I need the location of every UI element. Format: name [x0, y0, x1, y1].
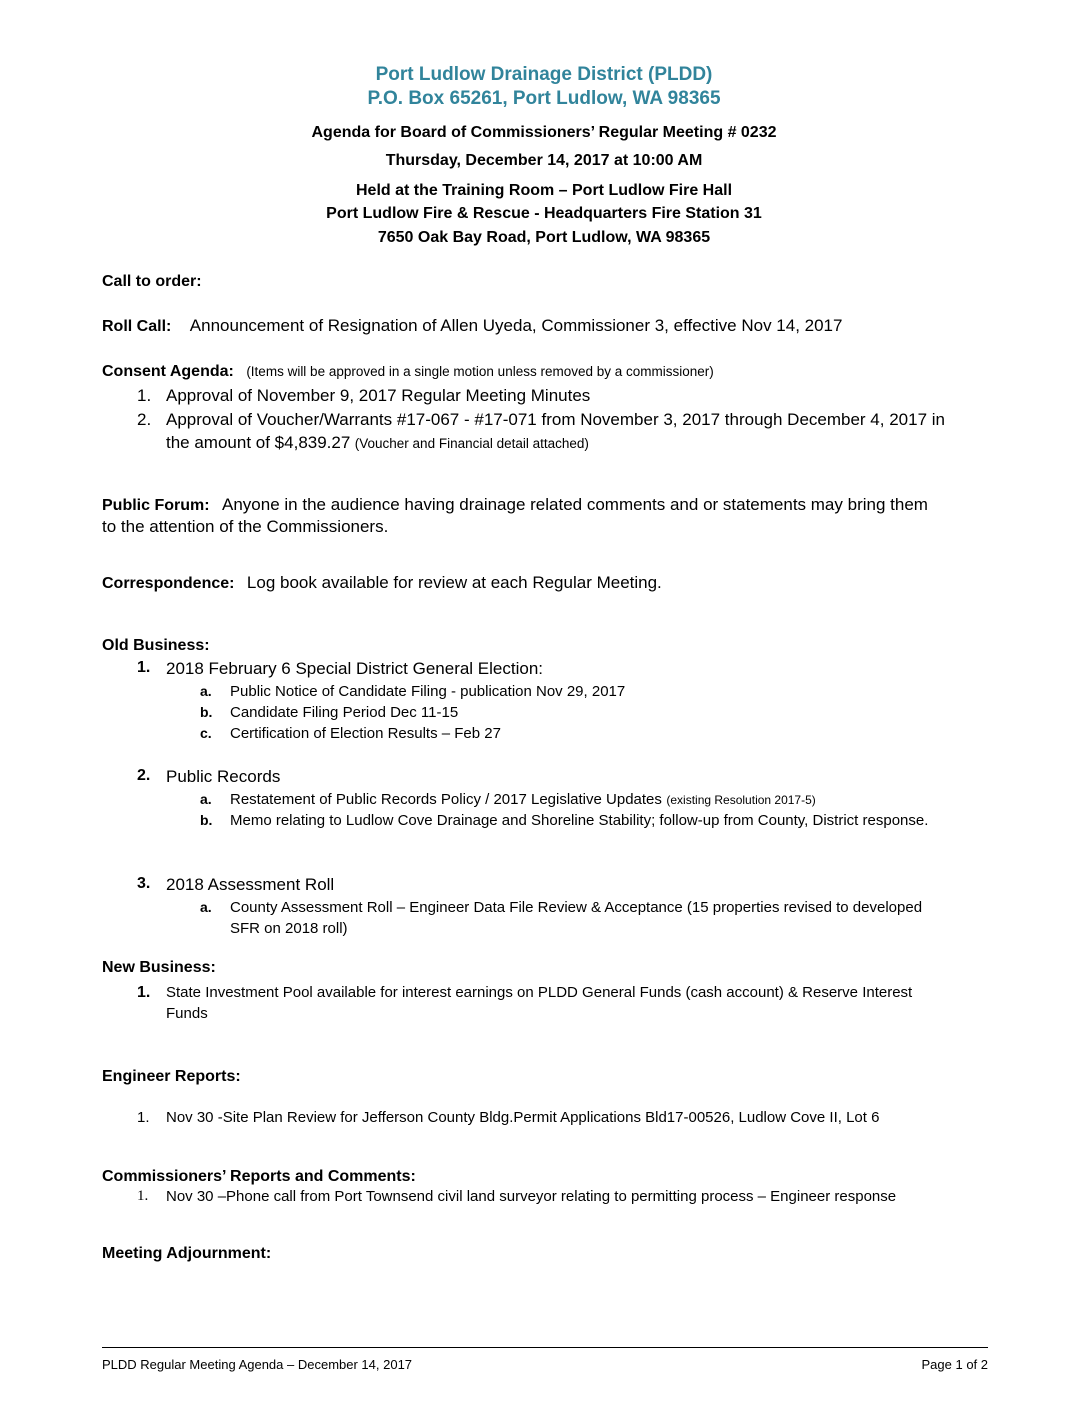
footer-divider: [102, 1347, 988, 1348]
consent-item-1: Approval of November 9, 2017 Regular Meeting Minutes: [166, 386, 591, 405]
sub-letter: b.: [200, 812, 213, 828]
consent-item-2-cont: [166, 433, 589, 453]
commissioners-reports-heading: Commissioners’ Reports and Comments:: [102, 1168, 416, 1185]
old-business-item-2: Public Records: [166, 767, 281, 786]
sub-letter: a.: [200, 791, 212, 807]
old-business-item-3a: County Assessment Roll – Engineer Data File Review & Acceptance (15 properties revised to developed: [230, 899, 923, 916]
new-business-heading: New Business:: [102, 959, 216, 976]
old-business-item-2a-note: (existing Resolution 2017-5): [666, 793, 816, 807]
list-number: 1.: [137, 386, 152, 405]
sub-letter: b.: [200, 704, 213, 720]
correspondence: [102, 573, 662, 593]
public-forum-text: Anyone in the audience having drainage related comments and or statements may bring them: [222, 495, 928, 514]
old-business-heading: Old Business:: [102, 637, 210, 654]
sub-letter: a.: [200, 683, 212, 699]
old-business-item-2b: Memo relating to Ludlow Cove Drainage and Shoreline Stability; follow-up from County, District response.: [230, 812, 929, 829]
list-number: 2.: [137, 767, 151, 784]
roll-call: [102, 316, 842, 336]
correspondence-label: Correspondence:: [102, 575, 235, 592]
public-forum-text-2: to the attention of the Commissioners.: [102, 517, 389, 536]
consent-item-2: Approval of Voucher/Warrants #17-067 - #17-071 from November 3, 2017 through December 4, 2017 in: [166, 410, 945, 429]
new-business-item-1: State Investment Pool available for interest earnings on PLDD General Funds (cash account) & Reserve Interest: [166, 984, 913, 1001]
meeting-location-3: 7650 Oak Bay Road, Port Ludlow, WA 98365: [377, 229, 711, 246]
old-business-item-1: 2018 February 6 Special District General Election:: [166, 659, 544, 678]
old-business-item-3: 2018 Assessment Roll: [166, 875, 335, 894]
correspondence-text: Log book available for review at each Regular Meeting.: [246, 573, 662, 592]
list-number: 3.: [137, 875, 151, 892]
commissioners-report-item-1: Nov 30 –Phone call from Port Townsend civil land surveyor relating to permitting process – Engineer response: [166, 1188, 897, 1205]
list-number: 2.: [137, 410, 152, 429]
consent-agenda-heading: [102, 363, 714, 381]
meeting-location-2: Port Ludlow Fire & Rescue - Headquarters Fire Station 31: [326, 205, 762, 222]
consent-item-2-note: (Voucher and Financial detail attached): [354, 436, 589, 451]
meeting-date: Thursday, December 14, 2017 at 10:00 AM: [385, 152, 703, 169]
sub-letter: c.: [200, 725, 212, 741]
footer-left: PLDD Regular Meeting Agenda – December 14, 2017: [102, 1357, 413, 1372]
org-name: Port Ludlow Drainage District (PLDD): [375, 64, 713, 85]
call-to-order-heading: Call to order:: [102, 273, 202, 290]
old-business-item-1c: Certification of Election Results – Feb 27: [230, 725, 501, 742]
old-business-item-2a: [230, 791, 816, 809]
list-number: 1.: [137, 984, 151, 1001]
list-number: 1.: [137, 1109, 150, 1126]
old-business-item-2a-text: Restatement of Public Records Policy / 2017 Legislative Updates: [230, 791, 662, 808]
engineer-report-item-1: Nov 30 -Site Plan Review for Jefferson County Bldg.Permit Applications Bld17-00526, Ludlow Cove II, Lot 6: [166, 1109, 880, 1126]
old-business-item-1a: Public Notice of Candidate Filing - publication Nov 29, 2017: [230, 683, 626, 700]
roll-call-text: Announcement of Resignation of Allen Uyeda, Commissioner 3, effective Nov 14, 2017: [189, 316, 843, 335]
new-business-item-1-cont: Funds: [166, 1005, 208, 1022]
consent-item-2-amount: the amount of $4,839.27: [166, 433, 351, 452]
old-business-item-3a-cont: SFR on 2018 roll): [230, 920, 348, 937]
agenda-title: Agenda for Board of Commissioners’ Regular Meeting # 0232: [311, 124, 777, 141]
sub-letter: a.: [200, 899, 212, 915]
consent-agenda-note: (Items will be approved in a single motion unless removed by a commissioner): [246, 364, 714, 379]
meeting-adjournment-heading: Meeting Adjournment:: [102, 1245, 272, 1262]
list-number: 1.: [137, 1188, 149, 1204]
list-number: 1.: [137, 659, 151, 676]
public-forum: [102, 495, 928, 515]
public-forum-label: Public Forum:: [102, 497, 210, 514]
org-address: P.O. Box 65261, Port Ludlow, WA 98365: [367, 88, 721, 109]
consent-agenda-label: Consent Agenda:: [102, 363, 234, 380]
footer-page-number: Page 1 of 2: [921, 1357, 988, 1372]
engineer-reports-heading: Engineer Reports:: [102, 1068, 241, 1085]
roll-call-label: Roll Call:: [102, 318, 172, 335]
old-business-item-1b: Candidate Filing Period Dec 11-15: [230, 704, 459, 721]
meeting-location-1: Held at the Training Room – Port Ludlow Fire Hall: [355, 182, 733, 199]
